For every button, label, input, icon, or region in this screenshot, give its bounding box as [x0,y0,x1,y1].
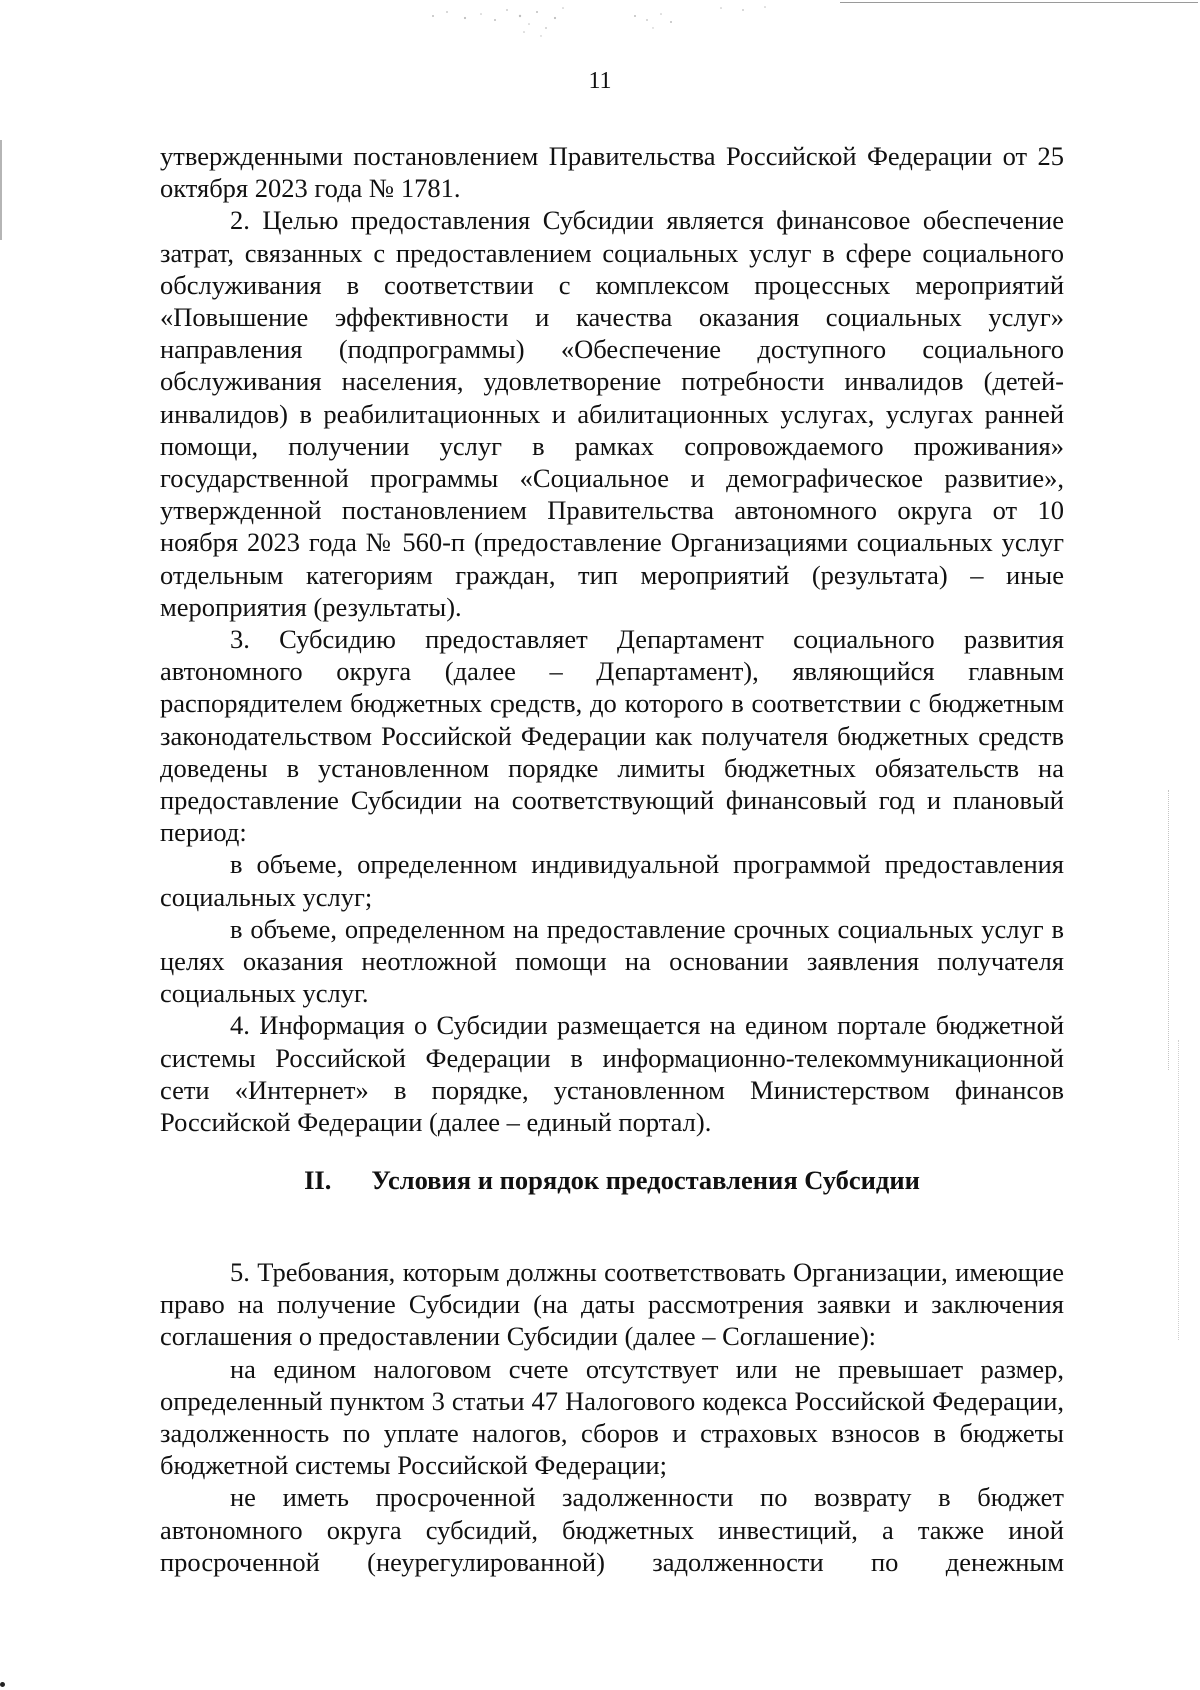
paragraph-item-5-sub-2: не иметь просроченной задолженности по возврату в бюджет автономного округа субсидий, бюджетных инвестиций, а также иной просроченной (неурегулированной) задолженности по денежным [160,1482,1064,1577]
paragraph-item-3-sub-2: в объеме, определенном на предоставление срочных социальных услуг в целях оказания неотложной помощи на основании заявления получателя социальных услуг. [160,913,1064,1009]
section-title: Условия и порядок предоставления Субсидии [371,1165,920,1195]
section-heading [160,1164,1064,1196]
paragraph-continuation: утвержденными постановлением Правительства Российской Федерации от 25 октября 2023 года № 1781. [160,141,1064,204]
scan-noise-top [425,2,785,40]
body-text-section-2 [160,1256,1064,1578]
scan-dots-right-lower [1178,1040,1183,1340]
section-numeral: II. [304,1165,332,1195]
body-text [160,140,1064,1138]
scan-edge-left [0,140,2,240]
paragraph-item-4: 4. Информация о Субсидии размещается на едином портале бюджетной системы Российской Федерации в информационно-телекоммуникационной сети «Интернет» в порядке, установленном Министерством финансов Российской Федерации (далее – единый портал). [160,1010,1064,1138]
paragraph-item-3: 3. Субсидию предоставляет Департамент социального развития автономного округа (далее – Департамент), являющийся главным распорядителем бюджетных средств, до которого в соответствии с бюджетным законодательством Российской Федерации как получателя бюджетных средств доведены в установленном порядке лимиты бюджетных обязательств на предоставление Субсидии на соответствующий финансовый год и плановый период: [160,624,1064,848]
scan-corner-dot [0,1682,5,1687]
paragraph-item-5: 5. Требования, которым должны соответствовать Организации, имеющие право на получение Субсидии (на даты рассмотрения заявки и заключения соглашения о предоставлении Субсидии (далее – Соглашение): [160,1257,1064,1352]
scan-dots-right [1168,790,1173,1070]
paragraph-item-3-sub-1: в объеме, определенном индивидуальной программой предоставления социальных услуг; [160,849,1064,912]
paragraph-item-2: 2. Целью предоставления Субсидии является финансовое обеспечение затрат, связанных с предоставлением социальных услуг в сфере социального обслуживания в соответствии с комплексом процессных мероприятий «Повышение эффективности и качества оказания социальных услуг» направления (подпрограммы) «Обеспечение доступного социального обслуживания населения, удовлетворение потребности инвалидов (детей-инвалидов) в реабилитационных и абилитационных услугах, услугах ранней помощи, получении услуг в рамках сопровождаемого проживания» государственной программы «Социальное и демографическое развитие», утвержденной постановлением Правительства автономного округа от 10 ноября 2023 года № 560-п (предоставление Организациями социальных услуг отдельным категориям граждан, тип мероприятий (результата) – иные мероприятия (результаты). [160,205,1064,622]
paragraph-item-5-sub-1: на едином налоговом счете отсутствует или не превышает размер, определенный пунктом 3 статьи 47 Налогового кодекса Российской Федерации, задолженность по уплате налогов, сборов и страховых взносов в бюджеты бюджетной системы Российской Федерации; [160,1353,1064,1481]
page-number: 11 [588,68,612,94]
scan-line-top [840,2,1198,3]
